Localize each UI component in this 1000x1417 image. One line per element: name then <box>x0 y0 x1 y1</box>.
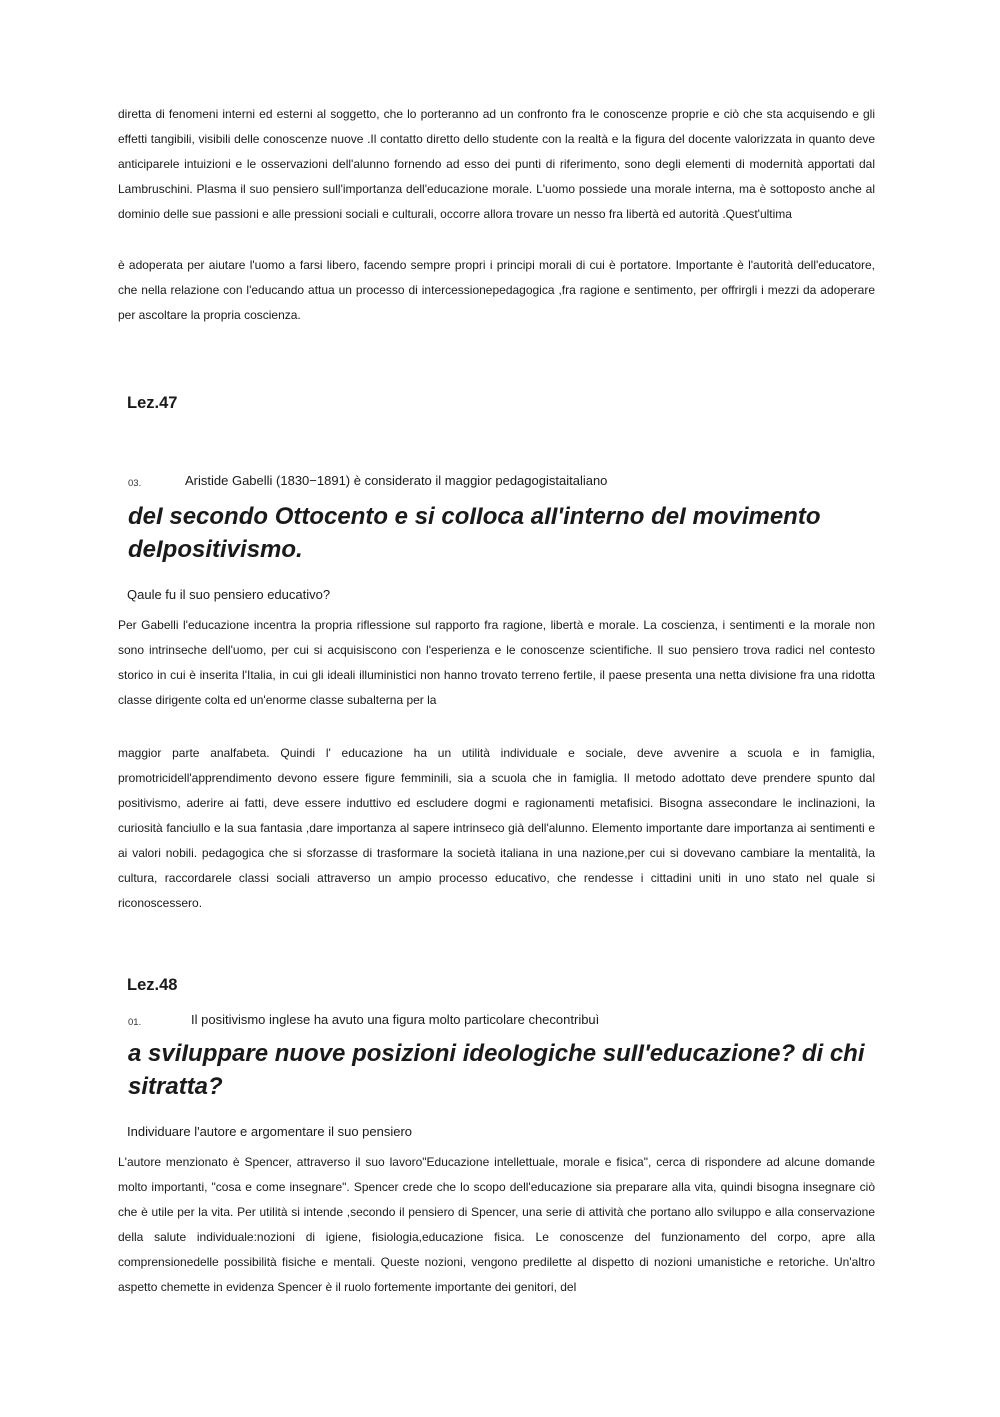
section-heading-lez48: Lez.48 <box>127 976 178 994</box>
question-title: deI secondo Ottocento e si coIIoca aII'interno deI movimento deIpositivismo. <box>128 503 821 563</box>
paragraph-lambruschini-2: è adoperata per aiutare l'uomo a farsi libero, facendo sempre propri i principi morali di cui è portatore. Importante è l'autorità dell'educatore, che nella relazione con l'educando attua un processo di intercessionepedagogica ,fra ragione e sentimento, per offrirgli i mezzi da adoperare per ascoltare la propria coscienza. <box>118 258 875 322</box>
question-text: Aristide Gabelli (1830−1891) è considerato il maggior pedagogistaitaliano <box>185 473 608 488</box>
answer-paragraph-2: maggior parte analfabeta. Quindi l' educazione ha un utilità individuale e sociale, deve avvenire a scuola e in famiglia, promotricidell'apprendimento devono essere figure femminili, sia a scuola che in famiglia. Il metodo adottato deve prendere spunto dal positivismo, aderire ai fatti, deve essere induttivo ed escludere dogmi e ragionamenti metafisici. Bisogna assecondare le inclinazioni, la curiosità fanciullo e la sua fantasia ,dare importanza al sapere intrinseco già dell'alunno. Elemento importante dare importanza ai sentimenti e ai valori nobili. pedagogica che si sforzasse di trasformare la società italiana in una nazione,per cui si dovevano cambiare la mentalità, la cultura, raccordarele classi sociali attraverso un ampio processo educativo, che rendesse i cittadini uniti in uno stato nel quale si riconoscessero. <box>118 746 875 910</box>
sub-question: Qaule fu il suo pensiero educativo? <box>127 587 331 602</box>
paragraph-lambruschini-1: diretta di fenomeni interni ed esterni al soggetto, che lo porteranno ad un confronto fra le conoscenze proprie e ciò che sta acquisendo e gli effetti tangibili, visibili delle conoscenze nuove .Il contatto diretto dello studente con la realtà e la figura del docente valorizzata in quanto deve anticiparele intuizioni e le osservazioni dell'alunno fornendo ad esso dei punti di riferimento, sono degli elementi di modernità apportati dal Lambruschini. Plasma il suo pensiero sull'importanza dell'educazione morale. L'uomo possiede una morale interna, ma è sottoposto anche al dominio delle sue passioni e alle pressioni sociali e culturali, occorre allora trovare un nesso fra libertà ed autorità .Quest'ultima <box>118 107 875 221</box>
answer-paragraph: L'autore menzionato è Spencer, attraverso il suo lavoro"Educazione intellettuale, morale e fisica", cerca di rispondere ad alcune domande molto importanti, "cosa e come insegnare". Spencer crede che lo scopo dell'educazione sia preparare alla vita, quindi bisogna insegnare ciò che è utile per la vita. Per utilità si intende ,secondo il pensiero di Spencer, una serie di attività che portano allo sviluppo e alla conservazione della salute individuale:nozioni di igiene, fisiologia,educazione fisica. Le conoscenze del funzionamento del corpo, apre alla comprensionedelle possibilità fisiche e mentali. Queste nozioni, vengono predilette al dispetto di nozioni umanistiche e retoriche. Un'altro aspetto chemette in evidenza Spencer è il ruolo fortemente importante dei genitori, del <box>118 1155 875 1294</box>
section-heading-lez47: Lez.47 <box>127 394 178 412</box>
answer-paragraph-1: Per Gabelli l'educazione incentra la propria riflessione sul rapporto fra ragione, libertà e morale. La coscienza, i sentimenti e la morale non sono intrinseche dell'uomo, per cui si acquisiscono con l'esperienza e le conoscenze scientifiche. Il suo pensiero trova radici nel contesto storico in cui è inserita l'Italia, in cui gli ideali illuministici non hanno trovato terreno fertile, il paese presenta una netta divisione fra una ridotta classe dirigente colta ed un'enorme classe subalterna per la <box>118 618 875 707</box>
question-text: Il positivismo inglese ha avuto una figura molto particolare checontribuì <box>191 1012 600 1027</box>
sub-question: Individuare l'autore e argomentare il suo pensiero <box>127 1124 413 1139</box>
question-number: 03. <box>128 478 142 489</box>
question-title: a sviIuppare nuove posizioni ideoIogiche suII'educazione? di chi sitratta? <box>128 1040 865 1100</box>
question-number: 01. <box>128 1017 142 1028</box>
